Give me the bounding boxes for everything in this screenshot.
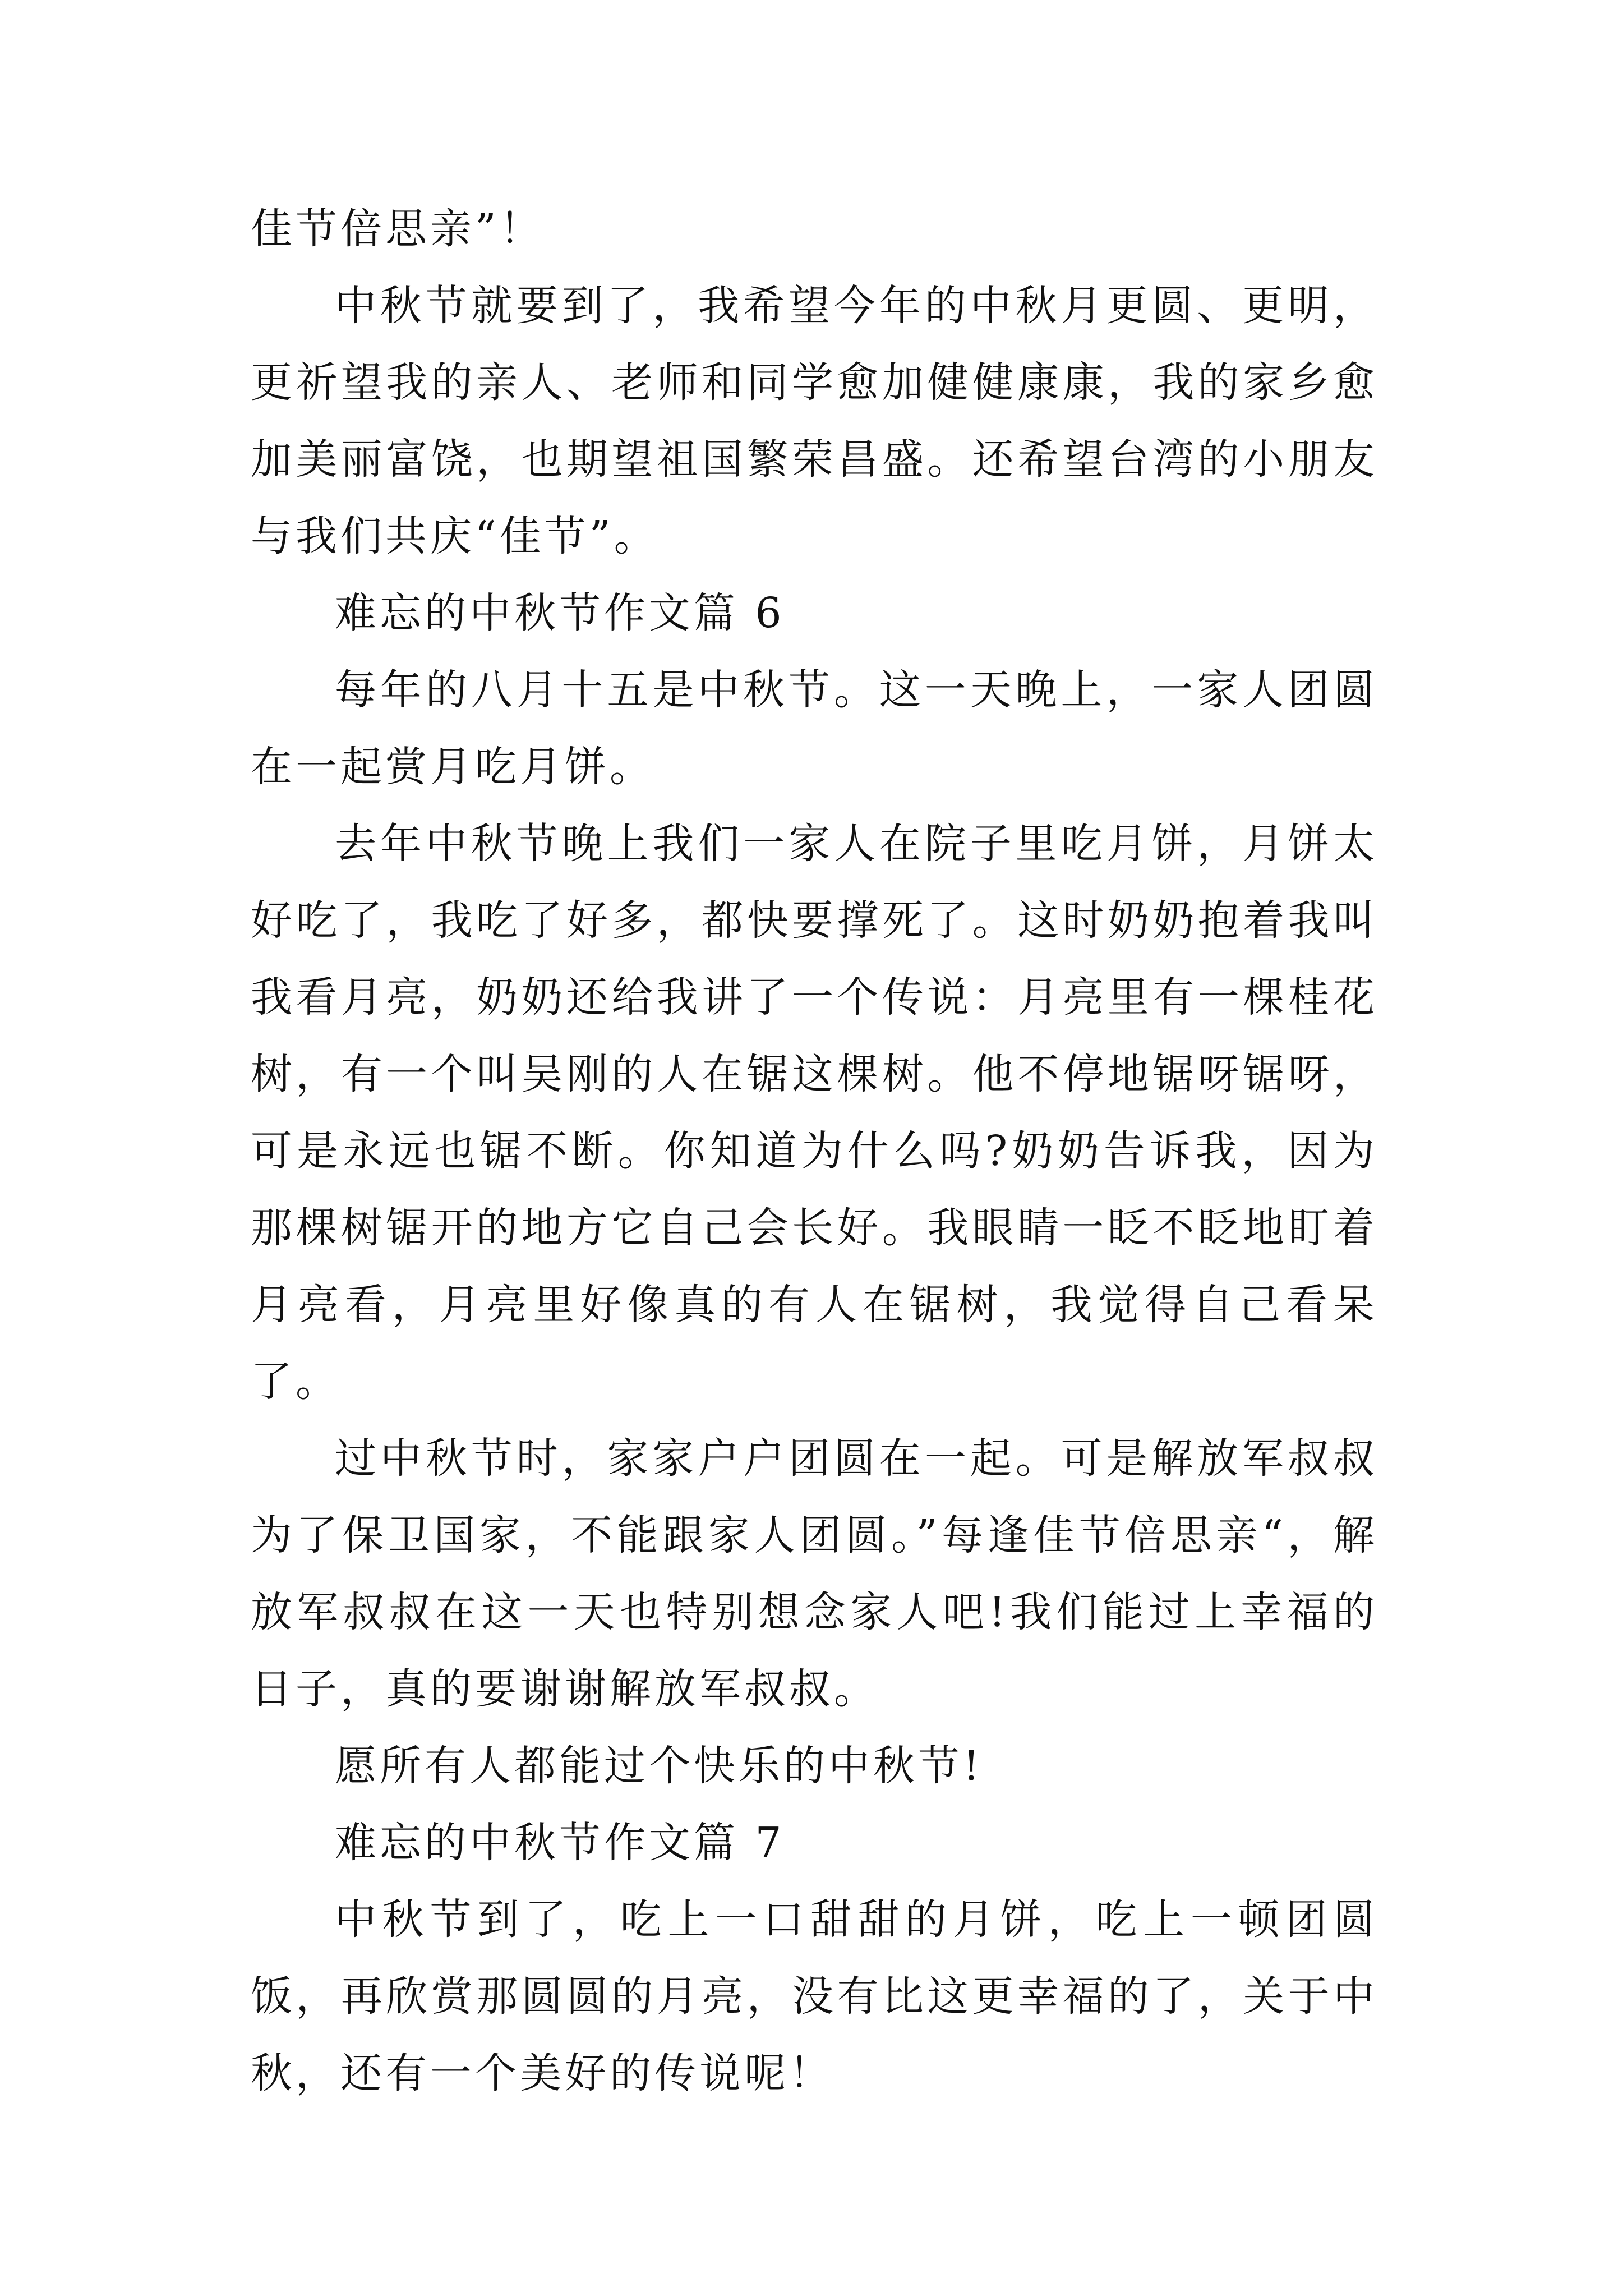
paragraph-legend: 去年中秋节晚上我们一家人在院子里吃月饼，月饼太好吃了，我吃了好多，都快要撑死了。这时奶奶抱着我叫我看月亮，奶奶还给我讲了一个传说：月亮里有一棵桂花树，有一个叫吴刚的人在锯这棵树。他不停地锯呀锯呀，可是永远也锯不断。你知道为什么吗?奶奶告诉我，因为那棵树锯开的地方它自己会长好。我眼睛一眨不眨地盯着月亮看，月亮里好像真的有人在锯树，我觉得自己看呆了。 [251,820,1378,1406]
paragraph-soldiers: 过中秋节时，家家户户团圆在一起。可是解放军叔叔为了保卫国家，不能跟家人团圆。”每逢佳节倍思亲“，解放军叔叔在这一天也特别想念家人吧!我们能过上幸福的日子，真的要谢谢解放军叔叔。 [251,1434,1378,1713]
paragraph-wish-all: 愿所有人都能过个快乐的中秋节! [335,1742,983,1790]
essay-heading-7: 难忘的中秋节作文篇 7 [335,1819,785,1867]
essay-body [251,191,1378,2112]
paragraph-continuation: 佳节倍思亲”！ [251,205,545,253]
paragraph-intro-6: 每年的八月十五是中秋节。这一天晚上，一家人团圆在一起赏月吃月饼。 [251,666,1378,791]
paragraph-wishes: 中秋节就要到了，我希望今年的中秋月更圆、更明，更祈望我的亲人、老师和同学愈加健健康康，我的家乡愈加美丽富饶，也期望祖国繁荣昌盛。还希望台湾的小朋友与我们共庆“佳节”。 [251,282,1378,560]
essay-heading-6: 难忘的中秋节作文篇 6 [335,589,785,637]
paragraph-intro-7: 中秋节到了，吃上一口甜甜的月饼，吃上一顿团圆饭，再欣赏那圆圆的月亮，没有比这更幸福的了，关于中秋，还有一个美好的传说呢！ [251,1895,1378,2097]
